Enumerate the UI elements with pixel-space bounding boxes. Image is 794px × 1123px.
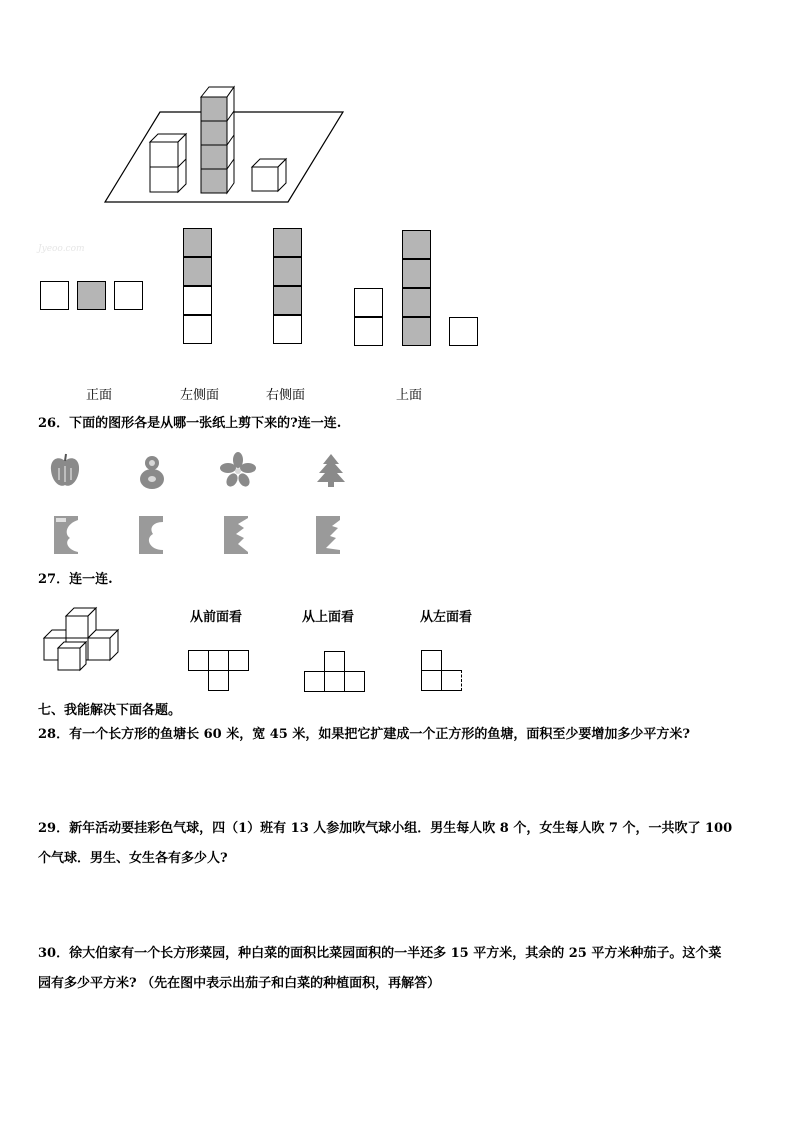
- square: [354, 288, 383, 317]
- square: [273, 315, 302, 344]
- square: [208, 670, 229, 691]
- square: [324, 651, 345, 672]
- square-gray: [273, 257, 302, 286]
- square: [228, 650, 249, 671]
- square-gray: [402, 230, 431, 259]
- square: [183, 286, 212, 315]
- gourd-shape-icon: [136, 452, 168, 490]
- question-27: [38, 566, 113, 594]
- header-left-view: 从左面看: [420, 610, 473, 625]
- section-7-heading: 七、我能解决下面各题。: [38, 703, 182, 718]
- label-front: 正面: [86, 388, 113, 403]
- square-gray: [273, 228, 302, 257]
- question-number: 26．: [38, 416, 70, 431]
- cube-stack-figure: [100, 82, 350, 210]
- question-text: 连一连.: [69, 572, 113, 587]
- question-30-line2: 园有多少平方米? （先在图中表示出茄子和白菜的种植面积，再解答）: [38, 976, 441, 991]
- square: [449, 317, 478, 346]
- square: [183, 315, 212, 344]
- square: [208, 650, 229, 671]
- header-top-view: 从上面看: [302, 610, 355, 625]
- apple-shape-icon: [48, 452, 82, 490]
- square-gray: [402, 259, 431, 288]
- square: [188, 650, 209, 671]
- square-gray: [77, 281, 106, 310]
- question-number: 27．: [38, 572, 70, 587]
- square: [421, 650, 442, 671]
- question-number: 29．: [38, 821, 70, 836]
- square-gray: [402, 288, 431, 317]
- tree-shape-icon: [314, 452, 348, 488]
- paper-cutout-icon: [222, 514, 250, 556]
- question-29-line2: 个气球．男生、女生各有多少人?: [38, 851, 228, 866]
- paper-cutout-icon: [314, 514, 342, 556]
- square-gray: [273, 286, 302, 315]
- paper-cutout-icon: [52, 514, 80, 556]
- cube-arrangement-figure: [40, 604, 130, 674]
- question-26: [38, 410, 341, 438]
- square: [344, 671, 365, 692]
- square-gray: [402, 317, 431, 346]
- square: [304, 671, 325, 692]
- question-text: 有一个长方形的鱼塘长 60 米，宽 45 米，如果把它扩建成一个正方形的鱼塘，面积至少要增加多少平方米?: [69, 727, 690, 742]
- paper-cutout-icon: [137, 514, 165, 556]
- question-text: 下面的图形各是从哪一张纸上剪下来的?连一连.: [69, 416, 342, 431]
- question-number: 28．: [38, 727, 70, 742]
- square-gray: [183, 228, 212, 257]
- square: [354, 317, 383, 346]
- square: [421, 670, 442, 691]
- header-front-view: 从前面看: [190, 610, 243, 625]
- question-number: 30．: [38, 946, 70, 961]
- question-28: [38, 721, 690, 749]
- square: [324, 671, 345, 692]
- label-top: 上面: [396, 388, 423, 403]
- square-gray: [183, 257, 212, 286]
- label-left: 左侧面: [180, 388, 220, 403]
- square: [40, 281, 69, 310]
- question-30: [38, 940, 721, 968]
- question-text: 徐大伯家有一个长方形菜园，种白菜的面积比菜园面积的一半还多 15 平方米，其余的 25 平方米种茄子。这个菜: [69, 946, 722, 961]
- question-29: [38, 815, 732, 843]
- square-dashed: [441, 670, 462, 691]
- square: [114, 281, 143, 310]
- flower-shape-icon: [220, 452, 256, 488]
- watermark: Jyeoo.com: [38, 244, 85, 254]
- label-right: 右侧面: [266, 388, 306, 403]
- question-text: 新年活动要挂彩色气球，四（1）班有 13 人参加吹气球小组．男生每人吹 8 个，女生每人吹 7 个，一共吹了 100: [69, 821, 733, 836]
